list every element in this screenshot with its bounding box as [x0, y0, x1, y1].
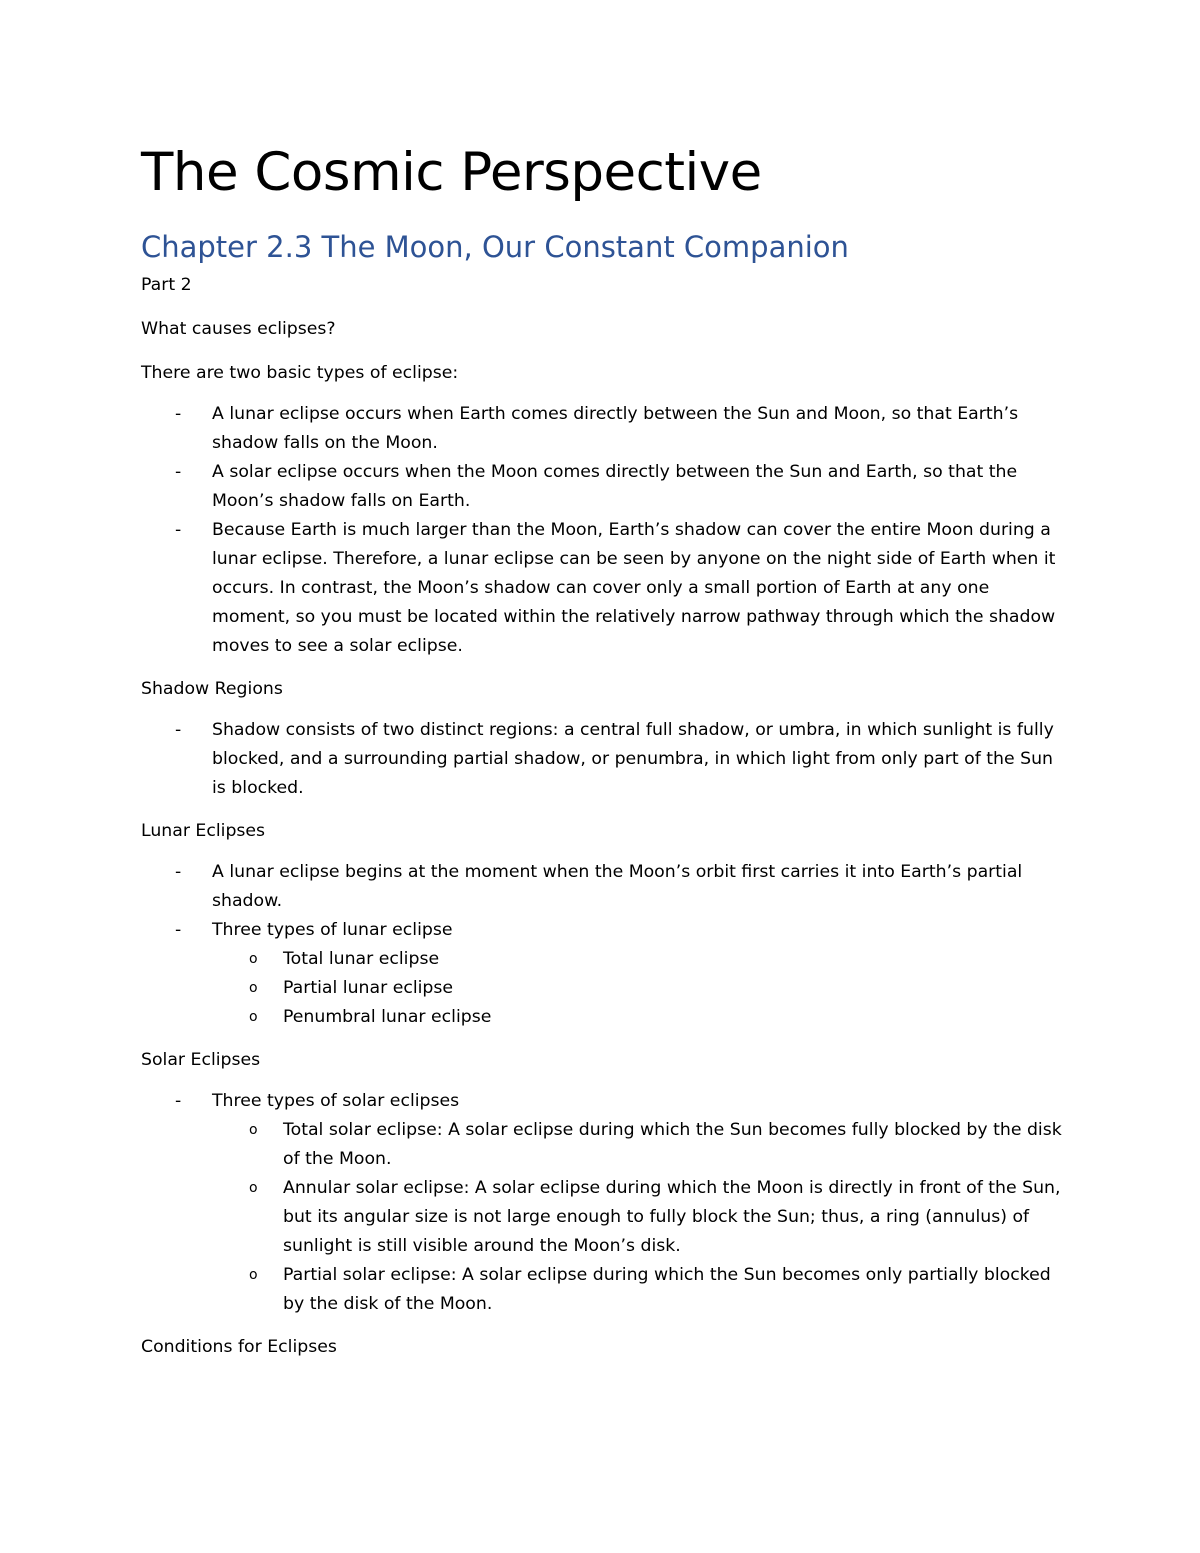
circle-bullet: o [249, 1180, 258, 1196]
dash-bullet: - [175, 862, 182, 882]
lunar-types-list [141, 945, 1066, 1032]
list-item: - A lunar eclipse occurs when Earth comes directly between the Sun and Moon, so that Earth’s shadow falls on the Moon. [141, 400, 1066, 458]
dash-bullet: - [175, 920, 182, 940]
sub-list-item: o Total lunar eclipse [141, 945, 1066, 974]
conditions-heading: Conditions for Eclipses [141, 1337, 337, 1357]
list-item: - Three types of lunar eclipse o Total lunar eclipse o Partial lunar eclipse o Penumbral lunar eclipse [141, 916, 1066, 1032]
circle-bullet: o [249, 1009, 258, 1025]
sub-list-item: o Annular solar eclipse: A solar eclipse during which the Moon is directly in front of the Sun, but its angular size is not large enough to fully block the Sun; thus, a ring (annulus) of sunlight is still visible around the Moon’s disk. [141, 1174, 1066, 1261]
sub-list-item: o Total solar eclipse: A solar eclipse during which the Sun becomes fully blocked by the disk of the Moon. [141, 1116, 1066, 1174]
dash-bullet: - [175, 1091, 182, 1111]
lunar-types-wrap [141, 945, 1066, 1032]
lunar-eclipses-heading: Lunar Eclipses [141, 821, 266, 841]
list-item: - A lunar eclipse begins at the moment when the Moon’s orbit first carries it into Earth’s partial shadow. [141, 858, 1066, 916]
circle-bullet: o [249, 980, 258, 996]
shadow-regions-heading: Shadow Regions [141, 679, 283, 699]
sub-list-item: o Partial lunar eclipse [141, 974, 1066, 1003]
document-title: The Cosmic Perspective [141, 142, 762, 203]
dash-bullet: - [175, 404, 182, 424]
chapter-heading: Chapter 2.3 The Moon, Our Constant Companion [141, 230, 849, 264]
part-label: Part 2 [141, 275, 192, 295]
solar-eclipses-heading: Solar Eclipses [141, 1050, 261, 1070]
dash-bullet: - [175, 520, 182, 540]
intro-text: There are two basic types of eclipse: [141, 363, 459, 383]
shadow-list [141, 716, 1066, 803]
circle-bullet: o [249, 1122, 258, 1138]
circle-bullet: o [249, 1267, 258, 1283]
document-body [141, 271, 1066, 1362]
dash-bullet: - [175, 462, 182, 482]
sub-list-item: o Penumbral lunar eclipse [141, 1003, 1066, 1032]
list-item: - Three types of solar eclipses o Total solar eclipse: A solar eclipse during which the Sun becomes fully blocked by the disk of the Moon. o Annular solar eclipse: A solar eclipse during which the Moon is directly in front of the Sun, but its angular size is not large enough to fully block the Sun; thus, a ring (annulus) of sunlight is still visible around the Moon’s disk. o Partial solar eclipse: A solar eclipse during which the Sun becomes only partially blocked by the disk of the Moon. [141, 1087, 1066, 1319]
solar-list [141, 1087, 1066, 1319]
intro-list [141, 400, 1066, 661]
list-item: - Shadow consists of two distinct regions: a central full shadow, or umbra, in which sunlight is fully blocked, and a surrounding partial shadow, or penumbra, in which light from only part of the Sun is blocked. [141, 716, 1066, 803]
question-text: What causes eclipses? [141, 319, 336, 339]
circle-bullet: o [249, 951, 258, 967]
list-item: - Because Earth is much larger than the Moon, Earth’s shadow can cover the entire Moon during a lunar eclipse. Therefore, a lunar eclipse can be seen by anyone on the night side of Earth when it occurs. In contrast, the Moon’s shadow can cover only a small portion of Earth at any one moment, so you must be located within the relatively narrow pathway through which the shadow moves to see a solar eclipse. [141, 516, 1066, 661]
lunar-list [141, 858, 1066, 1032]
solar-types-wrap [141, 1116, 1066, 1319]
sub-list-item: o Partial solar eclipse: A solar eclipse during which the Sun becomes only partially blocked by the disk of the Moon. [141, 1261, 1066, 1319]
solar-types-list [141, 1116, 1066, 1319]
document-page [141, 138, 1066, 1362]
dash-bullet: - [175, 720, 182, 740]
list-item: - A solar eclipse occurs when the Moon comes directly between the Sun and Earth, so that the Moon’s shadow falls on Earth. [141, 458, 1066, 516]
